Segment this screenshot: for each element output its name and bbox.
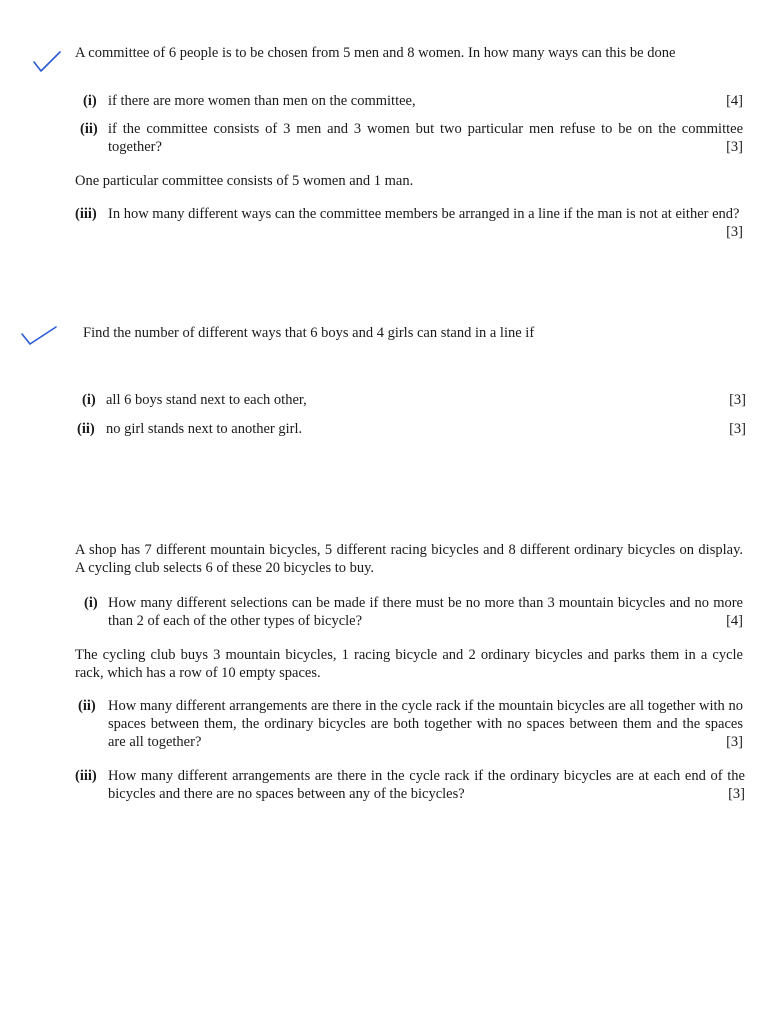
part-number: (iii) [75,206,97,222]
part-text: no girl stands next to another girl. [106,421,303,437]
question-3-stem [75,541,743,577]
question-3-part-iii [75,767,745,803]
checkmark-1 [32,50,62,74]
marks: [3] [726,139,743,155]
part-text: all 6 boys stand next to each other, [106,392,307,408]
part-number: (i) [84,595,98,611]
marks: [3] [729,392,746,408]
marks: [4] [726,613,743,629]
intro-text: One particular committee consists of 5 women and 1 man. [75,173,414,189]
question-3-part-ii [78,697,743,751]
marks: [3] [726,734,743,750]
question-2-part-i [82,391,746,409]
marks: [3] [726,224,743,240]
question-1-part-ii [80,120,743,156]
part-number: (ii) [77,421,95,437]
marks: [3] [729,421,746,437]
marks: [4] [726,93,743,109]
part-number: (ii) [80,121,98,137]
part-number: (i) [82,392,96,408]
part-text: In how many different ways can the committee members be arranged in a line if the man is not at either end? [108,206,740,222]
part-text: How many different selections can be made if there must be no more than 3 mountain bicycles and no more than 2 of each of the other types of bicycle? [108,595,743,629]
checkmark-icon [32,50,62,74]
part-text: How many different arrangements are there in the cycle rack if the mountain bicycles are all together with no spaces between them, the ordinary bicycles are both together with no spaces between them and the spaces are all together? [108,698,743,750]
question-1-intro-iii [75,172,743,190]
part-text: if there are more women than men on the committee, [108,93,416,109]
part-text: if the committee consists of 3 men and 3 women but two particular men refuse to be on the committee together? [108,121,743,155]
part-text: How many different arrangements are there in the cycle rack if the ordinary bicycles are at each end of the bicycles and there are no spaces between any of the bicycles? [108,768,745,802]
marks: [3] [728,786,745,802]
question-3-part-i [84,594,743,630]
question-1-stem [75,44,743,62]
question-3-intro-ii [75,646,743,682]
part-number: (i) [83,93,97,109]
part-number: (ii) [78,698,96,714]
question-2-part-ii [77,420,746,438]
question-1-part-iii [75,205,743,241]
checkmark-icon [20,324,58,346]
question-3-stem-text: A shop has 7 different mountain bicycles, 5 different racing bicycles and 8 different ordinary bicycles on display. A cycling club selects 6 of these 20 bicycles to buy. [75,542,743,576]
question-2-stem [83,324,743,342]
checkmark-2 [20,324,58,346]
question-1-part-i [83,92,743,110]
intro-text: The cycling club buys 3 mountain bicycles, 1 racing bicycle and 2 ordinary bicycles and parks them in a cycle rack, which has a row of 10 empty spaces. [75,647,743,681]
question-2-stem-text: Find the number of different ways that 6 boys and 4 girls can stand in a line if [83,325,535,341]
question-1-stem-text: A committee of 6 people is to be chosen from 5 men and 8 women. In how many ways can this be done [75,45,676,61]
part-number: (iii) [75,768,97,784]
